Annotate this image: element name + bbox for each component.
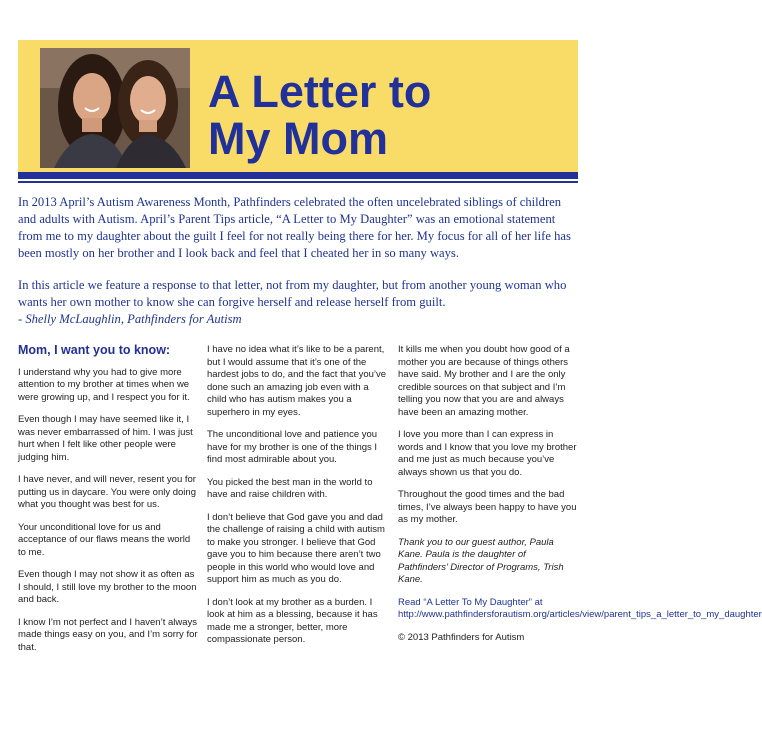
column-paragraph: I have no idea what it’s like to be a parent, but I would assume that it’s one of the hardest jobs to do, and the fact that you’ve done such an amazing job even with a child who has autism makes you a superhero in my eyes. <box>207 344 387 418</box>
column-paragraph: I don’t believe that God gave you and dad the challenge of raising a child with autism to make you stronger. I believe that God gave you to him because there aren’t two people in this world who would love and support him as much as you do. <box>207 511 385 585</box>
column-paragraph: I know I’m not perfect and I haven’t always made things easy on you, and I’m sorry for that. <box>18 616 198 653</box>
column-paragraph: You picked the best man in the world to have and raise children with. <box>207 476 373 500</box>
column-paragraph: Throughout the good times and the bad times, I’ve always been happy to have you as my mother. <box>398 489 577 525</box>
guest-author-note: Thank you to our guest author, Paula Kane. Paula is the daughter of Pathfinders’ Director of Programs, Trish Kane. <box>398 536 564 585</box>
column-paragraph: The unconditional love and patience you have for my brother is one of the things I find most admirable about you. <box>207 429 378 465</box>
column-2 <box>207 344 387 657</box>
divider-thick <box>18 172 578 179</box>
column-heading: Mom, I want you to know: <box>18 343 171 357</box>
mother-daughter-photo <box>40 48 190 168</box>
column-paragraph: I don’t look at my brother as a burden. I look at him as a blessing, because it has made me a stronger, better, more compassionate person. <box>207 596 378 645</box>
intro-section <box>18 194 578 343</box>
title-line-2: My Mom <box>208 113 388 164</box>
column-paragraph: Even though I may not show it as often as I should, I still love my brother to the moon and back. <box>18 569 197 605</box>
column-paragraph: I understand why you had to give more attention to my brother at times when we were growing up, and I respect you for it. <box>18 366 190 403</box>
page-title <box>208 68 578 162</box>
column-3 <box>398 344 762 654</box>
column-paragraph: Your unconditional love for us and acceptance of our flaws means the world to me. <box>18 521 191 558</box>
column-paragraph: I love you more than I can express in words and I know that you love my brother and me just as much because you’ve always shown us that you do. <box>398 429 577 478</box>
column-paragraph: Even though I may have seemed like it, I was never embarrassed of him. I was just hurt when I felt like other people were judging him. <box>18 414 193 463</box>
intro-paragraph <box>18 277 578 328</box>
divider-thin <box>18 181 578 183</box>
intro-signature: - Shelly McLaughlin, Pathfinders for Autism <box>18 312 242 326</box>
title-line-1: A Letter to <box>208 66 432 117</box>
column-paragraph: I have never, and will never, resent you for putting us in daycare. You were only doing what you thought was best for us. <box>18 474 196 510</box>
column-paragraph: It kills me when you doubt how good of a mother you are because of things others have said. My brother and I are the only credible sources on that subject and I’m telling you now that you are and always have been an amazing mother. <box>398 344 570 418</box>
intro-paragraph: In 2013 April’s Autism Awareness Month, Pathfinders celebrated the often uncelebrated siblings of children and adults with Autism. April’s Parent Tips article, “A Letter to My Daughter” was an emotional statement from me to my daughter about the guilt I feel for not really being there for her. My focus for all of her life has been mostly on her brother and I look back and feel that I cheated her in so many ways. <box>18 195 571 260</box>
copyright-text: © 2013 Pathfinders for Autism <box>398 631 525 643</box>
read-article-link[interactable]: Read “A Letter To My Daughter” at http://www.pathfindersforautism.org/articles/view/parent_tips_a_letter_to_my_daughter <box>398 596 762 620</box>
intro-paragraph-text: In this article we feature a response to that letter, not from my daughter, but from another young woman who wants her own mother to know she can forgive herself and release herself from guilt. <box>18 278 567 309</box>
header-banner <box>18 40 578 172</box>
column-1 <box>18 344 198 664</box>
